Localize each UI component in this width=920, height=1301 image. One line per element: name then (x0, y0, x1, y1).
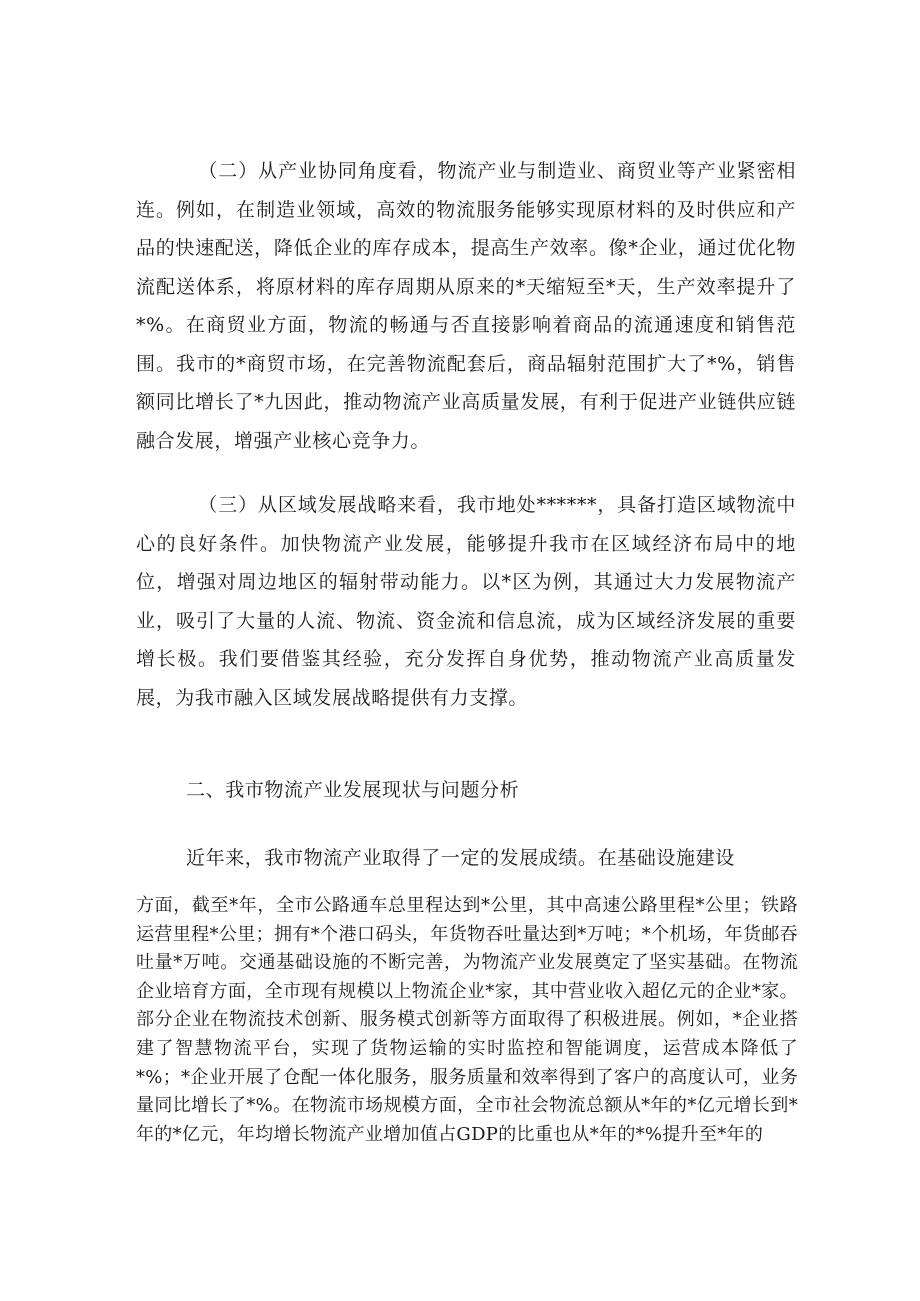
paragraph-3-body: 方面，截至*年，全市公路通车总里程达到*公里，其中高速公路里程*公里；铁路运营里程*公里；拥有*个港口码头，年货物吞吐量达到*万吨；*个机场，年货邮吞吐量*万吨。交通基础设施的不断完善，为物流产业发展奠定了坚实基础。在物流企业培育方面，全市现有规模以上物流企业*家，其中营业收入超亿元的企业*家。部分企业在物流技术创新、服务模式创新等方面取得了积极进展。例如，*企业搭建了智慧物流平台，实现了货物运输的实时监控和智能调度，运营成本降低了*%；*企业开展了仓配一体化服务，服务质量和效率得到了客户的高度认可，业务量同比增长了*%。在物流市场规模方面，全市社会物流总额从*年的*亿元增长到*年的*亿元，年均增长物流产业增加值占GDP的比重也从*年的*%提升至*年的 (136, 895, 798, 1145)
paragraph-1-text: （二）从产业协同角度看，物流产业与制造业、商贸业等产业紧密相连。例如，在制造业领域，高效的物流服务能够实现原材料的及时供应和产品的快速配送，降低企业的库存成本，提高生产效率。像*企业，通过优化物流配送体系，将原材料的库存周期从原来的*天缩短至*天，生产效率提升了*%。在商贸业方面，物流的畅通与否直接影响着商品的流通速度和销售范围。我市的*商贸市场，在完善物流配套后，商品辐射范围扩大了*%，销售额同比增长了*九因此，推动物流产业高质量发展，有利于促进产业链供应链融合发展，增强产业核心竞争力。 (136, 160, 796, 452)
paragraph-regional-strategy (136, 486, 796, 717)
paragraph-industry-synergy (136, 152, 796, 460)
paragraph-3-lead-line: 近年来，我市物流产业取得了一定的发展成绩。在基础设施建设 (186, 847, 735, 869)
paragraph-2-text: （三）从区域发展战略来看，我市地处******，具备打造区域物流中心的良好条件。加快物流产业发展，能够提升我市在区域经济布局中的地位，增强对周边地区的辐射带动能力。以*区为例，其通过大力发展物流产业，吸引了大量的人流、物流、资金流和信息流，成为区域经济发展的重要增长极。我们要借鉴其经验，充分发挥自身优势，推动物流产业高质量发展，为我市融入区域发展战略提供有力支撑。 (136, 494, 796, 709)
section-heading: 二、我市物流产业发展现状与问题分析 (186, 779, 520, 801)
